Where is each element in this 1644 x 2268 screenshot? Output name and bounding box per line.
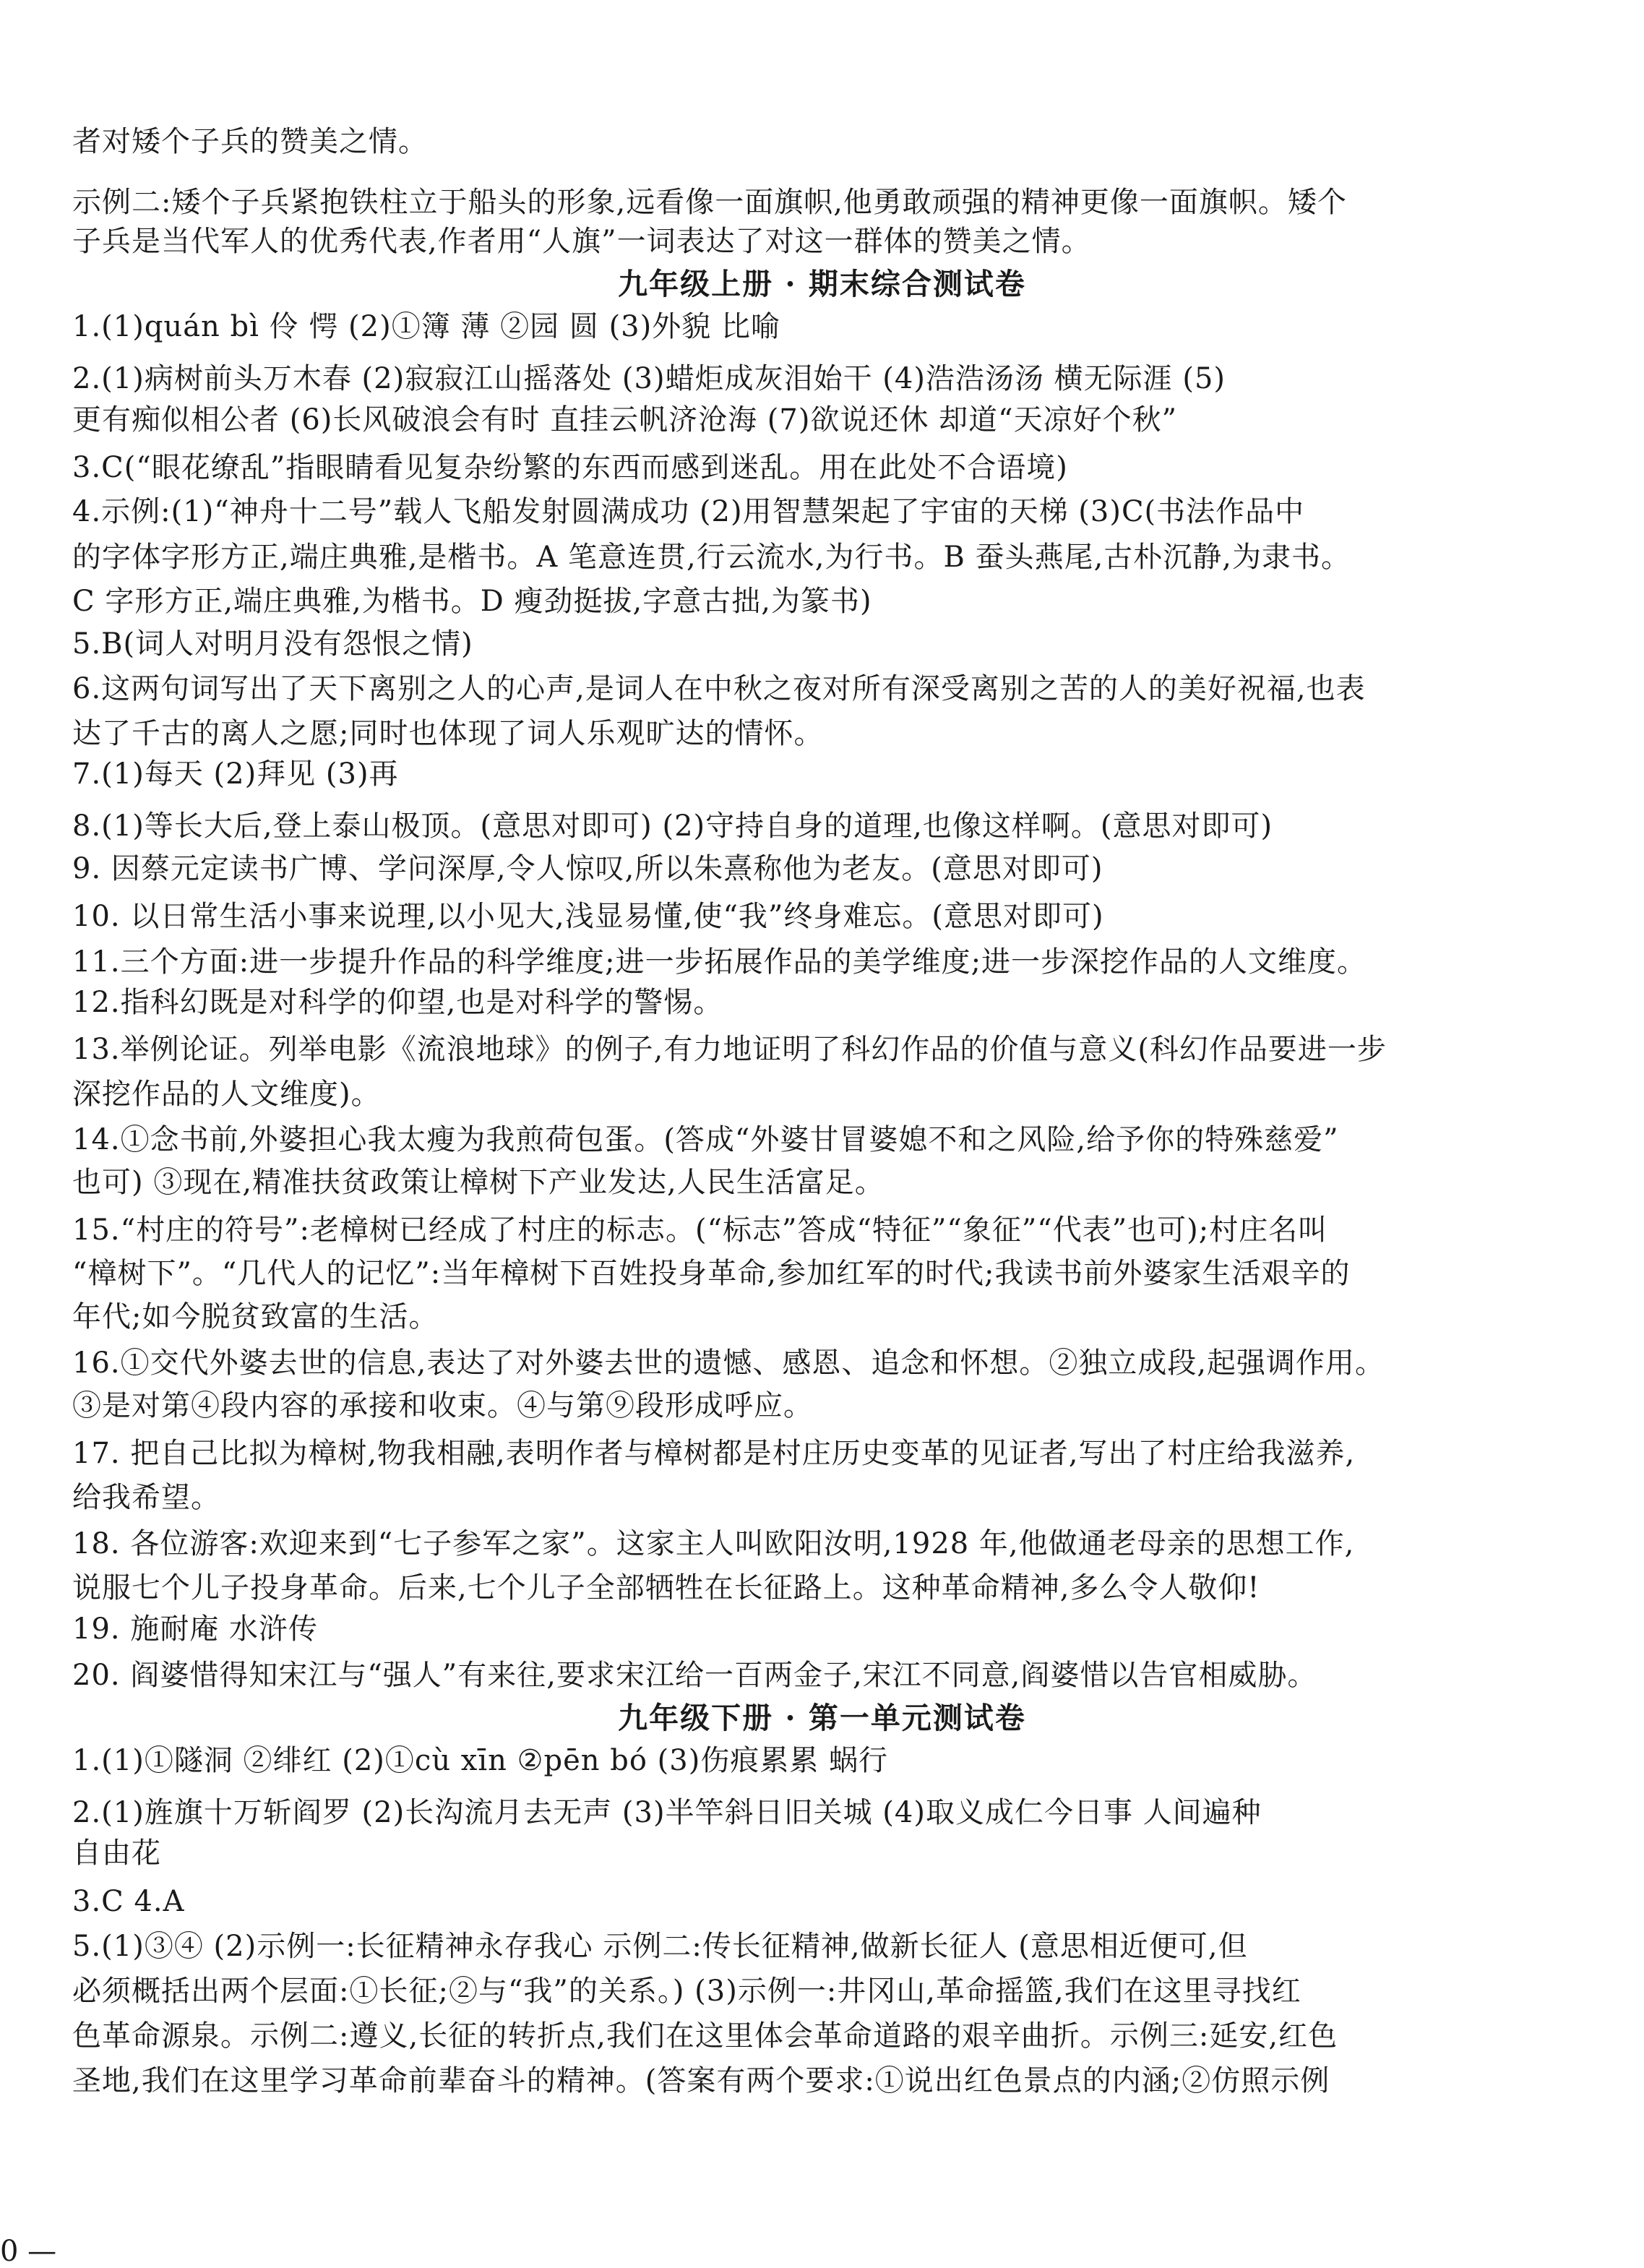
text-line: 必须概括出两个层面:①长征;②与“我”的关系。) (3)示例一:井冈山,革命摇篮,我们在这里寻找红 [72,1975,1301,2008]
text-line: 8.(1)等长大后,登上泰山极顶。(意思对即可) (2)守持自身的道理,也像这样啊。(意思对即可) [72,809,1273,843]
text-line: 15.“村庄的符号”:老樟树已经成了村庄的标志。(“标志”答成“特征”“象征”“代表”也可);村庄名叫 [72,1214,1328,1247]
text-line: 的字体字形方正,端庄典雅,是楷书。A 笔意连贯,行云流水,为行书。B 蚕头燕尾,古朴沉静,为隶书。 [72,541,1351,574]
text-line: 达了千古的离人之愿;同时也体现了词人乐观旷达的情怀。 [72,717,824,750]
text-line: 3.C(“眼花缭乱”指眼睛看见复杂纷繁的东西而感到迷乱。用在此处不合语境) [72,451,1068,484]
text-line: ③是对第④段内容的承接和收束。④与第⑨段形成呼应。 [72,1389,813,1422]
text-line: 12.指科幻既是对科学的仰望,也是对科学的警惕。 [72,986,723,1019]
text-line: 也可) ③现在,精准扶贫政策让樟树下产业发达,人民生活富足。 [72,1166,885,1199]
text-line: 14.①念书前,外婆担心我太瘦为我煎荷包蛋。(答成“外婆甘冒婆媳不和之风险,给予你的特殊慈爱” [72,1123,1339,1156]
text-line: 年代;如今脱贫致富的生活。 [72,1300,439,1333]
text-line: C 字形方正,端庄典雅,为楷书。D 瘦劲挺拔,字意古拙,为篆书) [72,585,872,618]
section-title: 九年级上册 · 期末综合测试卷 [618,267,1026,301]
text-line: 3.C 4.A [72,1885,185,1918]
text-line: 深挖作品的人文维度)。 [72,1078,381,1111]
text-line: 5.B(词人对明月没有怨恨之情) [72,627,473,661]
text-line: 9. 因蔡元定读书广博、学问深厚,令人惊叹,所以朱熹称他为老友。(意思对即可) [72,852,1103,885]
text-line: “樟树下”。“几代人的记忆”:当年樟树下百姓投身革命,参加红军的时代;我读书前外婆家生活艰辛的 [72,1257,1351,1290]
text-line: 18. 各位游客:欢迎来到“七子参军之家”。这家主人叫欧阳汝明,1928 年,他做通老母亲的思想工作, [72,1527,1355,1560]
text-line: 1.(1)quán bì 伶 愕 (2)①簿 薄 ②园 圆 (3)外貌 比喻 [72,310,780,343]
text-line: 给我希望。 [72,1481,220,1514]
page-number: 0 — [0,2235,57,2268]
text-line: 1.(1)①隧洞 ②绯红 (2)①cù xīn ②pēn bó (3)伤痕累累 蜗行 [72,1744,889,1777]
text-line: 2.(1)病树前头万木春 (2)寂寂江山摇落处 (3)蜡炬成灰泪始干 (4)浩浩汤汤 横无际涯 (5) [72,362,1226,395]
text-line: 4.示例:(1)“神舟十二号”载人飞船发射圆满成功 (2)用智慧架起了宇宙的天梯 (3)C(书法作品中 [72,495,1305,528]
text-line: 自由花 [72,1837,161,1870]
text-line: 2.(1)旌旗十万斩阎罗 (2)长沟流月去无声 (3)半竿斜日旧关城 (4)取义成仁今日事 人间遍种 [72,1796,1262,1829]
text-line: 圣地,我们在这里学习革命前辈奋斗的精神。(答案有两个要求:①说出红色景点的内涵;②仿照示例 [72,2064,1330,2097]
text-line: 更有痴似相公者 (6)长风破浪会有时 直挂云帆济沧海 (7)欲说还休 却道“天凉好个秋” [72,403,1178,437]
text-line: 13.举例论证。列举电影《流浪地球》的例子,有力地证明了科幻作品的价值与意义(科幻作品要进一步 [72,1033,1387,1066]
section-title: 九年级下册 · 第一单元测试卷 [618,1701,1026,1735]
text-line: 6.这两句词写出了天下离别之人的心声,是词人在中秋之夜对所有深受离别之苦的人的美好祝福,也表 [72,672,1366,705]
text-line: 5.(1)③④ (2)示例一:长征精神永存我心 示例二:传长征精神,做新长征人 (意思相近便可,但 [72,1930,1248,1963]
text-line: 说服七个儿子投身革命。后来,七个儿子全部牺牲在长征路上。这种革命精神,多么令人敬仰! [72,1571,1260,1605]
text-line: 色革命源泉。示例二:遵义,长征的转折点,我们在这里体会革命道路的艰辛曲折。示例三:延安,红色 [72,2019,1338,2053]
text-line: 示例二:矮个子兵紧抱铁柱立于船头的形象,远看像一面旗帜,他勇敢顽强的精神更像一面旗帜。矮个 [72,186,1347,219]
text-line: 7.(1)每天 (2)拜见 (3)再 [72,757,399,791]
text-line: 19. 施耐庵 水浒传 [72,1612,319,1646]
text-line: 20. 阎婆惜得知宋江与“强人”有来往,要求宋江给一百两金子,宋江不同意,阎婆惜以告官相威胁。 [72,1659,1317,1692]
text-line: 16.①交代外婆去世的信息,表达了对外婆去世的遗憾、感恩、追念和怀想。②独立成段,起强调作用。 [72,1346,1385,1380]
text-line: 子兵是当代军人的优秀代表,作者用“人旗”一词表达了对这一群体的赞美之情。 [72,225,1091,258]
text-line: 11.三个方面:进一步提升作品的科学维度;进一步拓展作品的美学维度;进一步深挖作品的人文维度。 [72,945,1367,979]
text-line: 者对矮个子兵的赞美之情。 [72,125,428,158]
text-line: 17. 把自己比拟为樟树,物我相融,表明作者与樟树都是村庄历史变革的见证者,写出了村庄给我滋养, [72,1437,1356,1470]
text-line: 10. 以日常生活小事来说理,以小见大,浅显易懂,使“我”终身难忘。(意思对即可) [72,900,1104,933]
